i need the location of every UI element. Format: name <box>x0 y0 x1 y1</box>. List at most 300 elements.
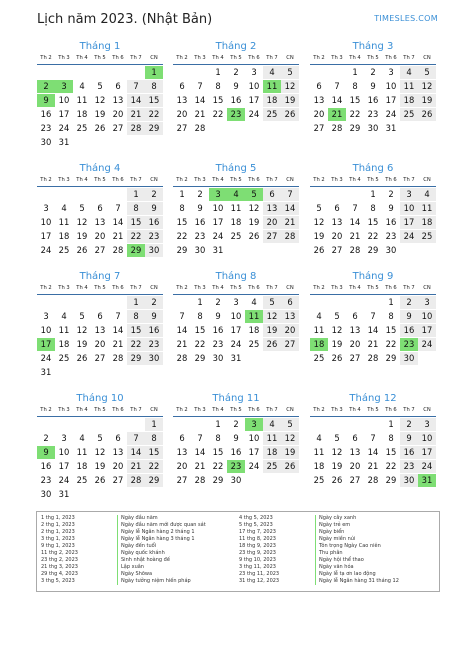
holiday-day-cell[interactable]: 17 <box>37 338 55 351</box>
day-cell[interactable]: 19 <box>263 324 281 337</box>
day-cell[interactable]: 18 <box>230 217 242 227</box>
day-cell[interactable]: 10 <box>58 95 70 105</box>
day-cell[interactable]: 13 <box>313 95 325 105</box>
day-cell[interactable]: 6 <box>115 433 121 443</box>
day-cell[interactable]: 15 <box>212 447 224 457</box>
day-cell[interactable]: 10 <box>418 432 436 445</box>
day-cell[interactable]: 18 <box>58 339 70 349</box>
day-cell[interactable]: 5 <box>281 418 299 431</box>
day-cell[interactable]: 24 <box>400 230 418 243</box>
day-cell[interactable]: 11 <box>58 217 70 227</box>
day-cell[interactable]: 16 <box>145 216 163 229</box>
day-cell[interactable]: 19 <box>76 231 88 241</box>
day-cell[interactable]: 22 <box>145 460 163 473</box>
day-cell[interactable]: 14 <box>127 94 145 107</box>
day-cell[interactable]: 27 <box>176 123 188 133</box>
day-cell[interactable]: 28 <box>176 353 188 363</box>
day-cell[interactable]: 18 <box>418 216 436 229</box>
day-cell[interactable]: 30 <box>367 123 379 133</box>
day-cell[interactable]: 8 <box>145 80 163 93</box>
day-cell[interactable]: 25 <box>58 353 70 363</box>
day-cell[interactable]: 9 <box>233 433 239 443</box>
day-cell[interactable]: 7 <box>115 311 121 321</box>
day-cell[interactable]: 23 <box>385 231 397 241</box>
day-cell[interactable]: 8 <box>127 310 145 323</box>
day-cell[interactable]: 17 <box>212 217 224 227</box>
day-cell[interactable]: 30 <box>230 475 242 485</box>
day-cell[interactable]: 23 <box>40 475 52 485</box>
day-cell[interactable]: 1 <box>127 188 145 201</box>
day-cell[interactable]: 25 <box>263 108 281 121</box>
day-cell[interactable]: 1 <box>197 297 203 307</box>
day-cell[interactable]: 6 <box>115 81 121 91</box>
day-cell[interactable]: 29 <box>145 122 163 135</box>
holiday-day-cell[interactable]: 29 <box>127 244 145 257</box>
day-cell[interactable]: 16 <box>400 446 418 459</box>
day-cell[interactable]: 9 <box>388 203 394 213</box>
day-cell[interactable]: 24 <box>212 231 224 241</box>
day-cell[interactable]: 2 <box>145 296 163 309</box>
day-cell[interactable]: 28 <box>112 245 124 255</box>
day-cell[interactable]: 28 <box>127 474 145 487</box>
day-cell[interactable]: 12 <box>331 325 343 335</box>
holiday-day-cell[interactable]: 11 <box>263 80 281 93</box>
day-cell[interactable]: 27 <box>112 475 124 485</box>
day-cell[interactable]: 1 <box>388 297 394 307</box>
day-cell[interactable]: 4 <box>316 311 322 321</box>
day-cell[interactable]: 19 <box>281 446 299 459</box>
day-cell[interactable]: 5 <box>79 311 85 321</box>
day-cell[interactable]: 28 <box>127 122 145 135</box>
day-cell[interactable]: 5 <box>334 311 340 321</box>
day-cell[interactable]: 12 <box>248 203 260 213</box>
day-cell[interactable]: 5 <box>97 81 103 91</box>
day-cell[interactable]: 25 <box>418 230 436 243</box>
day-cell[interactable]: 6 <box>179 81 185 91</box>
day-cell[interactable]: 22 <box>212 109 224 119</box>
day-cell[interactable]: 16 <box>145 324 163 337</box>
day-cell[interactable]: 25 <box>76 475 88 485</box>
holiday-day-cell[interactable]: 3 <box>209 188 227 201</box>
day-cell[interactable]: 29 <box>127 352 145 365</box>
day-cell[interactable]: 14 <box>367 447 379 457</box>
day-cell[interactable]: 5 <box>97 433 103 443</box>
day-cell[interactable]: 11 <box>230 203 242 213</box>
day-cell[interactable]: 15 <box>127 216 145 229</box>
day-cell[interactable]: 10 <box>248 81 260 91</box>
day-cell[interactable]: 20 <box>263 216 281 229</box>
day-cell[interactable]: 21 <box>127 108 145 121</box>
day-cell[interactable]: 10 <box>385 81 397 91</box>
day-cell[interactable]: 13 <box>331 217 343 227</box>
day-cell[interactable]: 7 <box>352 203 358 213</box>
day-cell[interactable]: 26 <box>281 108 299 121</box>
day-cell[interactable]: 26 <box>263 338 281 351</box>
day-cell[interactable]: 26 <box>76 245 88 255</box>
day-cell[interactable]: 21 <box>176 339 188 349</box>
day-cell[interactable]: 13 <box>176 447 188 457</box>
day-cell[interactable]: 21 <box>127 460 145 473</box>
day-cell[interactable]: 5 <box>334 433 340 443</box>
day-cell[interactable]: 18 <box>400 94 418 107</box>
day-cell[interactable]: 31 <box>230 353 242 363</box>
day-cell[interactable]: 8 <box>388 433 394 443</box>
day-cell[interactable]: 27 <box>281 338 299 351</box>
day-cell[interactable]: 14 <box>331 95 343 105</box>
day-cell[interactable]: 12 <box>94 447 106 457</box>
day-cell[interactable]: 23 <box>194 231 206 241</box>
day-cell[interactable]: 12 <box>281 432 299 445</box>
day-cell[interactable]: 16 <box>400 324 418 337</box>
day-cell[interactable]: 19 <box>248 217 260 227</box>
day-cell[interactable]: 2 <box>43 433 49 443</box>
day-cell[interactable]: 24 <box>248 109 260 119</box>
day-cell[interactable]: 13 <box>263 202 281 215</box>
day-cell[interactable]: 14 <box>112 325 124 335</box>
day-cell[interactable]: 10 <box>40 325 52 335</box>
day-cell[interactable]: 4 <box>263 418 281 431</box>
day-cell[interactable]: 21 <box>349 231 361 241</box>
day-cell[interactable]: 8 <box>215 433 221 443</box>
holiday-day-cell[interactable]: 1 <box>145 66 163 79</box>
day-cell[interactable]: 20 <box>176 461 188 471</box>
day-cell[interactable]: 31 <box>385 123 397 133</box>
day-cell[interactable]: 26 <box>418 108 436 121</box>
day-cell[interactable]: 24 <box>40 245 52 255</box>
holiday-day-cell[interactable]: 2 <box>37 80 55 93</box>
day-cell[interactable]: 19 <box>418 94 436 107</box>
day-cell[interactable]: 12 <box>76 325 88 335</box>
day-cell[interactable]: 4 <box>316 433 322 443</box>
day-cell[interactable]: 18 <box>76 109 88 119</box>
day-cell[interactable]: 4 <box>418 188 436 201</box>
day-cell[interactable]: 18 <box>263 446 281 459</box>
day-cell[interactable]: 29 <box>212 475 224 485</box>
day-cell[interactable]: 25 <box>76 123 88 133</box>
day-cell[interactable]: 15 <box>127 324 145 337</box>
day-cell[interactable]: 3 <box>251 67 257 77</box>
day-cell[interactable]: 30 <box>400 352 418 365</box>
day-cell[interactable]: 23 <box>40 123 52 133</box>
day-cell[interactable]: 18 <box>76 461 88 471</box>
day-cell[interactable]: 10 <box>212 203 224 213</box>
day-cell[interactable]: 7 <box>281 188 299 201</box>
day-cell[interactable]: 23 <box>212 339 224 349</box>
day-cell[interactable]: 20 <box>349 461 361 471</box>
day-cell[interactable]: 20 <box>281 324 299 337</box>
day-cell[interactable]: 9 <box>197 203 203 213</box>
day-cell[interactable]: 15 <box>212 95 224 105</box>
day-cell[interactable]: 14 <box>194 447 206 457</box>
day-cell[interactable]: 30 <box>40 489 52 499</box>
day-cell[interactable]: 17 <box>248 447 260 457</box>
day-cell[interactable]: 10 <box>418 310 436 323</box>
day-cell[interactable]: 7 <box>334 81 340 91</box>
day-cell[interactable]: 10 <box>58 447 70 457</box>
day-cell[interactable]: 29 <box>194 353 206 363</box>
day-cell[interactable]: 24 <box>418 460 436 473</box>
day-cell[interactable]: 5 <box>263 296 281 309</box>
day-cell[interactable]: 23 <box>145 230 163 243</box>
day-cell[interactable]: 14 <box>127 446 145 459</box>
day-cell[interactable]: 29 <box>385 353 397 363</box>
day-cell[interactable]: 22 <box>145 108 163 121</box>
day-cell[interactable]: 6 <box>316 81 322 91</box>
day-cell[interactable]: 31 <box>212 245 224 255</box>
day-cell[interactable]: 14 <box>176 325 188 335</box>
day-cell[interactable]: 21 <box>112 339 124 349</box>
day-cell[interactable]: 31 <box>58 489 70 499</box>
holiday-day-cell[interactable]: 5 <box>245 188 263 201</box>
day-cell[interactable]: 13 <box>176 95 188 105</box>
day-cell[interactable]: 1 <box>145 418 163 431</box>
day-cell[interactable]: 17 <box>230 325 242 335</box>
holiday-day-cell[interactable]: 23 <box>227 460 245 473</box>
day-cell[interactable]: 4 <box>251 297 257 307</box>
day-cell[interactable]: 29 <box>176 245 188 255</box>
day-cell[interactable]: 1 <box>215 67 221 77</box>
day-cell[interactable]: 20 <box>176 109 188 119</box>
day-cell[interactable]: 13 <box>112 447 124 457</box>
day-cell[interactable]: 22 <box>176 231 188 241</box>
day-cell[interactable]: 22 <box>127 338 145 351</box>
day-cell[interactable]: 13 <box>281 310 299 323</box>
day-cell[interactable]: 27 <box>94 245 106 255</box>
day-cell[interactable]: 15 <box>194 325 206 335</box>
holiday-day-cell[interactable]: 11 <box>245 310 263 323</box>
day-cell[interactable]: 8 <box>370 203 376 213</box>
day-cell[interactable]: 20 <box>112 109 124 119</box>
day-cell[interactable]: 12 <box>281 80 299 93</box>
day-cell[interactable]: 2 <box>400 418 418 431</box>
day-cell[interactable]: 7 <box>127 80 145 93</box>
day-cell[interactable]: 31 <box>40 367 52 377</box>
day-cell[interactable]: 2 <box>215 297 221 307</box>
day-cell[interactable]: 30 <box>385 245 397 255</box>
day-cell[interactable]: 12 <box>94 95 106 105</box>
day-cell[interactable]: 4 <box>79 433 85 443</box>
day-cell[interactable]: 22 <box>367 231 379 241</box>
holiday-day-cell[interactable]: 9 <box>37 94 55 107</box>
day-cell[interactable]: 31 <box>58 137 70 147</box>
day-cell[interactable]: 9 <box>400 310 418 323</box>
day-cell[interactable]: 10 <box>230 311 242 321</box>
day-cell[interactable]: 30 <box>145 244 163 257</box>
day-cell[interactable]: 27 <box>349 353 361 363</box>
day-cell[interactable]: 1 <box>370 189 376 199</box>
day-cell[interactable]: 24 <box>40 353 52 363</box>
day-cell[interactable]: 3 <box>233 297 239 307</box>
day-cell[interactable]: 14 <box>349 217 361 227</box>
day-cell[interactable]: 6 <box>179 433 185 443</box>
day-cell[interactable]: 27 <box>94 353 106 363</box>
day-cell[interactable]: 5 <box>79 203 85 213</box>
day-cell[interactable]: 28 <box>349 245 361 255</box>
day-cell[interactable]: 25 <box>313 475 325 485</box>
day-cell[interactable]: 7 <box>370 433 376 443</box>
day-cell[interactable]: 11 <box>313 447 325 457</box>
day-cell[interactable]: 21 <box>112 231 124 241</box>
day-cell[interactable]: 5 <box>418 66 436 79</box>
day-cell[interactable]: 6 <box>352 433 358 443</box>
day-cell[interactable]: 22 <box>194 339 206 349</box>
day-cell[interactable]: 7 <box>197 81 203 91</box>
day-cell[interactable]: 4 <box>61 203 67 213</box>
day-cell[interactable]: 24 <box>385 109 397 119</box>
day-cell[interactable]: 20 <box>94 231 106 241</box>
day-cell[interactable]: 30 <box>194 245 206 255</box>
day-cell[interactable]: 15 <box>367 217 379 227</box>
day-cell[interactable]: 28 <box>367 475 379 485</box>
holiday-day-cell[interactable]: 23 <box>227 108 245 121</box>
day-cell[interactable]: 6 <box>263 188 281 201</box>
day-cell[interactable]: 15 <box>145 446 163 459</box>
day-cell[interactable]: 26 <box>331 353 343 363</box>
day-cell[interactable]: 5 <box>316 203 322 213</box>
holiday-day-cell[interactable]: 4 <box>227 188 245 201</box>
day-cell[interactable]: 2 <box>233 67 239 77</box>
day-cell[interactable]: 30 <box>40 137 52 147</box>
day-cell[interactable]: 19 <box>281 94 299 107</box>
day-cell[interactable]: 16 <box>367 95 379 105</box>
day-cell[interactable]: 3 <box>43 203 49 213</box>
day-cell[interactable]: 27 <box>112 123 124 133</box>
day-cell[interactable]: 25 <box>248 339 260 349</box>
day-cell[interactable]: 17 <box>58 109 70 119</box>
day-cell[interactable]: 10 <box>400 202 418 215</box>
day-cell[interactable]: 28 <box>367 353 379 363</box>
day-cell[interactable]: 16 <box>385 217 397 227</box>
day-cell[interactable]: 24 <box>58 475 70 485</box>
day-cell[interactable]: 29 <box>367 245 379 255</box>
day-cell[interactable]: 6 <box>281 296 299 309</box>
day-cell[interactable]: 9 <box>370 81 376 91</box>
day-cell[interactable]: 16 <box>212 325 224 335</box>
day-cell[interactable]: 27 <box>313 123 325 133</box>
day-cell[interactable]: 13 <box>349 447 361 457</box>
day-cell[interactable]: 17 <box>418 324 436 337</box>
day-cell[interactable]: 17 <box>385 95 397 105</box>
day-cell[interactable]: 19 <box>94 461 106 471</box>
day-cell[interactable]: 1 <box>127 296 145 309</box>
day-cell[interactable]: 19 <box>331 339 343 349</box>
day-cell[interactable]: 16 <box>40 461 52 471</box>
day-cell[interactable]: 21 <box>281 216 299 229</box>
day-cell[interactable]: 20 <box>331 231 343 241</box>
day-cell[interactable]: 6 <box>352 311 358 321</box>
holiday-day-cell[interactable]: 23 <box>400 338 418 351</box>
holiday-day-cell[interactable]: 9 <box>37 446 55 459</box>
day-cell[interactable]: 30 <box>145 352 163 365</box>
day-cell[interactable]: 8 <box>127 202 145 215</box>
day-cell[interactable]: 26 <box>281 460 299 473</box>
day-cell[interactable]: 7 <box>127 432 145 445</box>
day-cell[interactable]: 9 <box>233 81 239 91</box>
day-cell[interactable]: 11 <box>76 447 88 457</box>
day-cell[interactable]: 6 <box>334 203 340 213</box>
day-cell[interactable]: 28 <box>281 230 299 243</box>
day-cell[interactable]: 9 <box>145 310 163 323</box>
day-cell[interactable]: 2 <box>197 189 203 199</box>
day-cell[interactable]: 27 <box>263 230 281 243</box>
day-cell[interactable]: 21 <box>194 461 206 471</box>
day-cell[interactable]: 13 <box>94 325 106 335</box>
day-cell[interactable]: 11 <box>418 202 436 215</box>
day-cell[interactable]: 23 <box>400 460 418 473</box>
day-cell[interactable]: 9 <box>215 311 221 321</box>
day-cell[interactable]: 13 <box>94 217 106 227</box>
day-cell[interactable]: 23 <box>367 109 379 119</box>
day-cell[interactable]: 26 <box>94 475 106 485</box>
day-cell[interactable]: 8 <box>215 81 221 91</box>
day-cell[interactable]: 9 <box>400 432 418 445</box>
day-cell[interactable]: 3 <box>418 418 436 431</box>
day-cell[interactable]: 21 <box>367 339 379 349</box>
day-cell[interactable]: 28 <box>331 123 343 133</box>
day-cell[interactable]: 4 <box>400 66 418 79</box>
day-cell[interactable]: 1 <box>215 419 221 429</box>
day-cell[interactable]: 19 <box>76 339 88 349</box>
day-cell[interactable]: 11 <box>58 325 70 335</box>
day-cell[interactable]: 20 <box>349 339 361 349</box>
holiday-day-cell[interactable]: 3 <box>55 80 73 93</box>
day-cell[interactable]: 26 <box>331 475 343 485</box>
day-cell[interactable]: 29 <box>385 475 397 485</box>
day-cell[interactable]: 8 <box>352 81 358 91</box>
day-cell[interactable]: 24 <box>248 461 260 471</box>
day-cell[interactable]: 28 <box>194 123 206 133</box>
day-cell[interactable]: 4 <box>61 311 67 321</box>
day-cell[interactable]: 3 <box>61 433 67 443</box>
day-cell[interactable]: 25 <box>400 108 418 121</box>
holiday-day-cell[interactable]: 18 <box>310 338 328 351</box>
day-cell[interactable]: 30 <box>400 474 418 487</box>
day-cell[interactable]: 24 <box>230 339 242 349</box>
day-cell[interactable]: 16 <box>230 447 242 457</box>
day-cell[interactable]: 3 <box>418 296 436 309</box>
day-cell[interactable]: 10 <box>248 433 260 443</box>
day-cell[interactable]: 19 <box>313 231 325 241</box>
day-cell[interactable]: 29 <box>349 123 361 133</box>
day-cell[interactable]: 18 <box>58 231 70 241</box>
day-cell[interactable]: 25 <box>313 353 325 363</box>
day-cell[interactable]: 11 <box>313 325 325 335</box>
day-cell[interactable]: 12 <box>313 217 325 227</box>
day-cell[interactable]: 26 <box>76 353 88 363</box>
day-cell[interactable]: 17 <box>58 461 70 471</box>
day-cell[interactable]: 17 <box>418 446 436 459</box>
day-cell[interactable]: 15 <box>145 94 163 107</box>
day-cell[interactable]: 25 <box>230 231 242 241</box>
day-cell[interactable]: 21 <box>367 461 379 471</box>
day-cell[interactable]: 16 <box>230 95 242 105</box>
day-cell[interactable]: 16 <box>40 109 52 119</box>
day-cell[interactable]: 26 <box>248 231 260 241</box>
day-cell[interactable]: 2 <box>145 188 163 201</box>
day-cell[interactable]: 11 <box>263 432 281 445</box>
day-cell[interactable]: 8 <box>197 311 203 321</box>
day-cell[interactable]: 15 <box>176 217 188 227</box>
day-cell[interactable]: 3 <box>400 188 418 201</box>
day-cell[interactable]: 24 <box>418 338 436 351</box>
day-cell[interactable]: 11 <box>76 95 88 105</box>
day-cell[interactable]: 15 <box>385 447 397 457</box>
holiday-day-cell[interactable]: 21 <box>328 108 346 121</box>
day-cell[interactable]: 1 <box>179 189 185 199</box>
day-cell[interactable]: 18 <box>313 461 325 471</box>
day-cell[interactable]: 26 <box>94 123 106 133</box>
day-cell[interactable]: 27 <box>331 245 343 255</box>
